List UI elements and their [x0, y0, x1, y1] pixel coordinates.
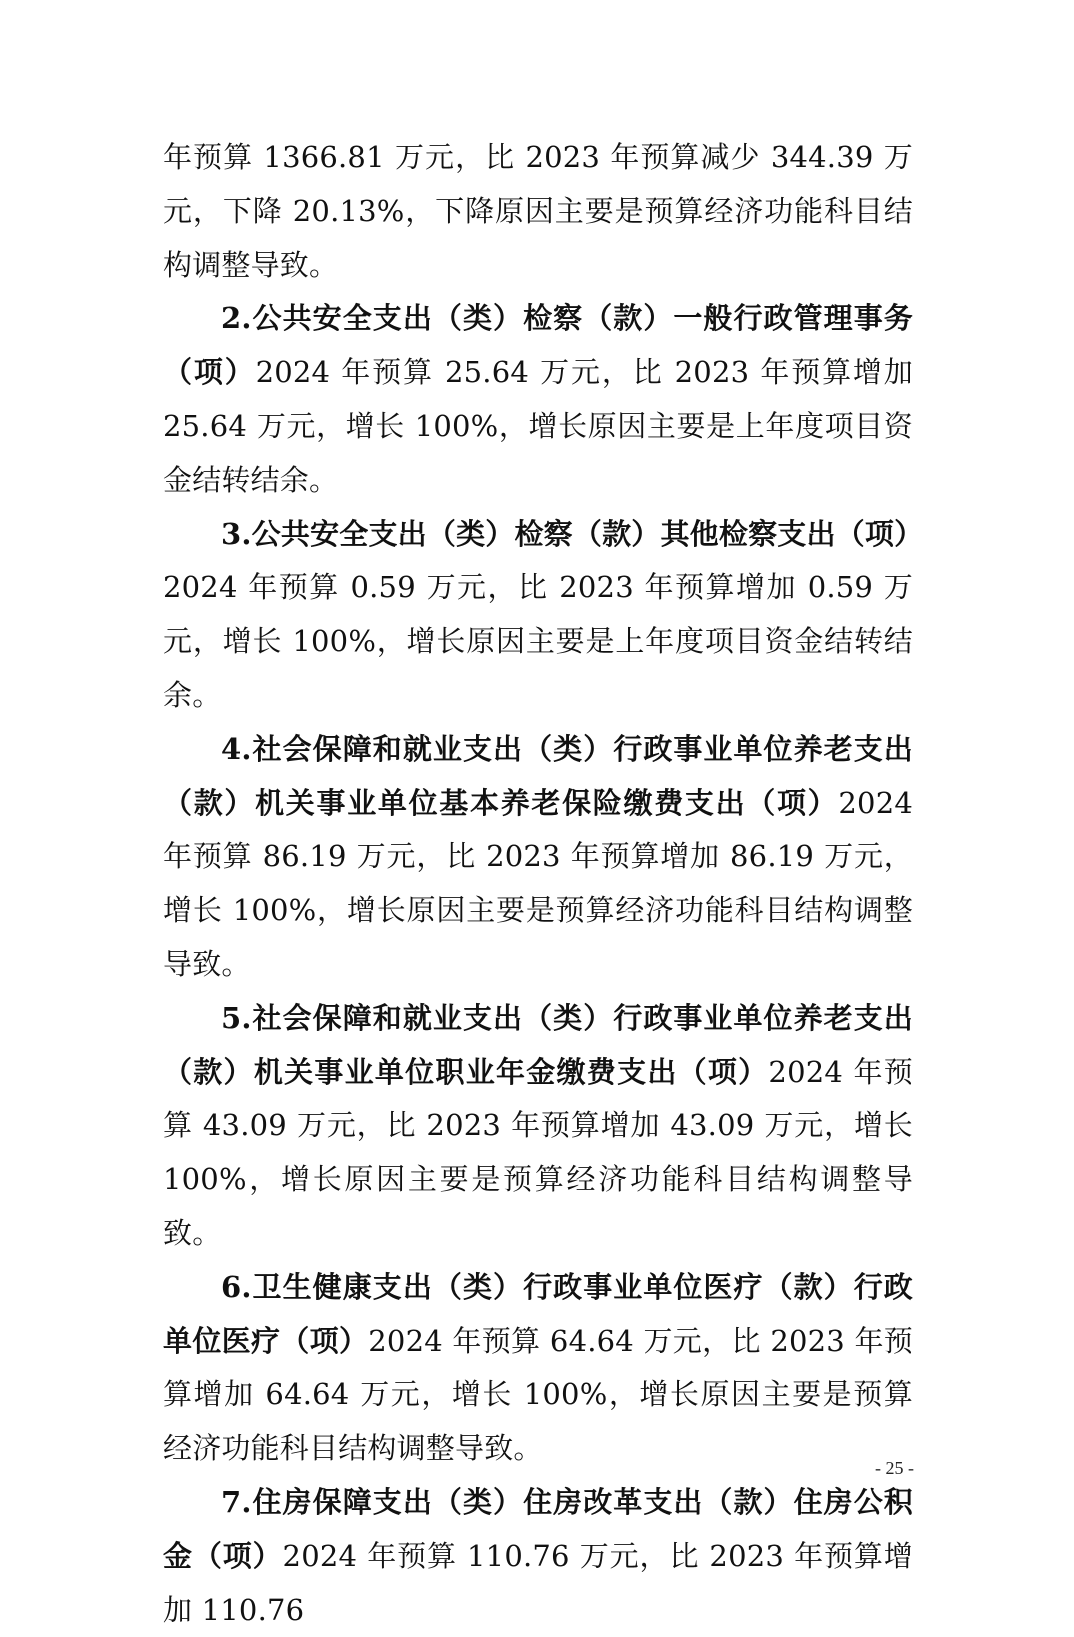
- paragraph-1-text: 年预算 1366.81 万元，比 2023 年预算减少 344.39 万元，下降 20.13%，下降原因主要是预算经济功能科目结构调整导致。: [163, 140, 913, 282]
- paragraph-5-text: 2024 年预算 43.09 万元，比 2023 年预算增加 43.09 万元，增长 100%，增长原因主要是预算经济功能科目结构调整导致。: [163, 1054, 913, 1250]
- paragraph-2-lead: 2.公共安全支出（类）检察（款）一般行政管理事务（项）: [163, 301, 913, 390]
- paragraph-7: [163, 1476, 913, 1637]
- paragraph-6: [163, 1261, 913, 1476]
- paragraph-4-text: 2024 年预算 86.19 万元，比 2023 年预算增加 86.19 万元，增长 100%，增长原因主要是预算经济功能科目结构调整导致。: [163, 785, 913, 981]
- paragraph-5: [163, 992, 913, 1261]
- paragraph-2-text: 2024 年预算 25.64 万元，比 2023 年预算增加 25.64 万元，增长 100%，增长原因主要是上年度项目资金结转结余。: [163, 355, 913, 497]
- paragraph-1: [163, 131, 913, 292]
- document-body: [163, 131, 924, 1637]
- page-number: - 25 -: [875, 1458, 914, 1478]
- paragraph-7-text: 2024 年预算 110.76 万元，比 2023 年预算增加 110.76: [163, 1538, 913, 1627]
- paragraph-4: [163, 723, 913, 992]
- paragraph-6-text: 2024 年预算 64.64 万元，比 2023 年预算增加 64.64 万元，增长 100%，增长原因主要是预算经济功能科目结构调整导致。: [163, 1323, 913, 1466]
- paragraph-4-lead: 4.社会保障和就业支出（类）行政事业单位养老支出（款）机关事业单位基本养老保险缴费支出（项）: [163, 731, 913, 820]
- paragraph-3-lead: 3.公共安全支出（类）检察（款）其他检察支出（项）: [221, 516, 924, 551]
- paragraph-6-lead: 6.卫生健康支出（类）行政事业单位医疗（款）行政单位医疗（项）: [163, 1269, 913, 1358]
- paragraph-3: [163, 508, 924, 723]
- paragraph-7-lead: 7.住房保障支出（类）住房改革支出（款）住房公积金（项）: [163, 1484, 913, 1573]
- paragraph-2: [163, 292, 913, 507]
- paragraph-5-lead: 5.社会保障和就业支出（类）行政事业单位养老支出（款）机关事业单位职业年金缴费支出（项）: [163, 1000, 913, 1089]
- paragraph-3-text: 2024 年预算 0.59 万元，比 2023 年预算增加 0.59 万元，增长 100%，增长原因主要是上年度项目资金结转结余。: [163, 570, 913, 712]
